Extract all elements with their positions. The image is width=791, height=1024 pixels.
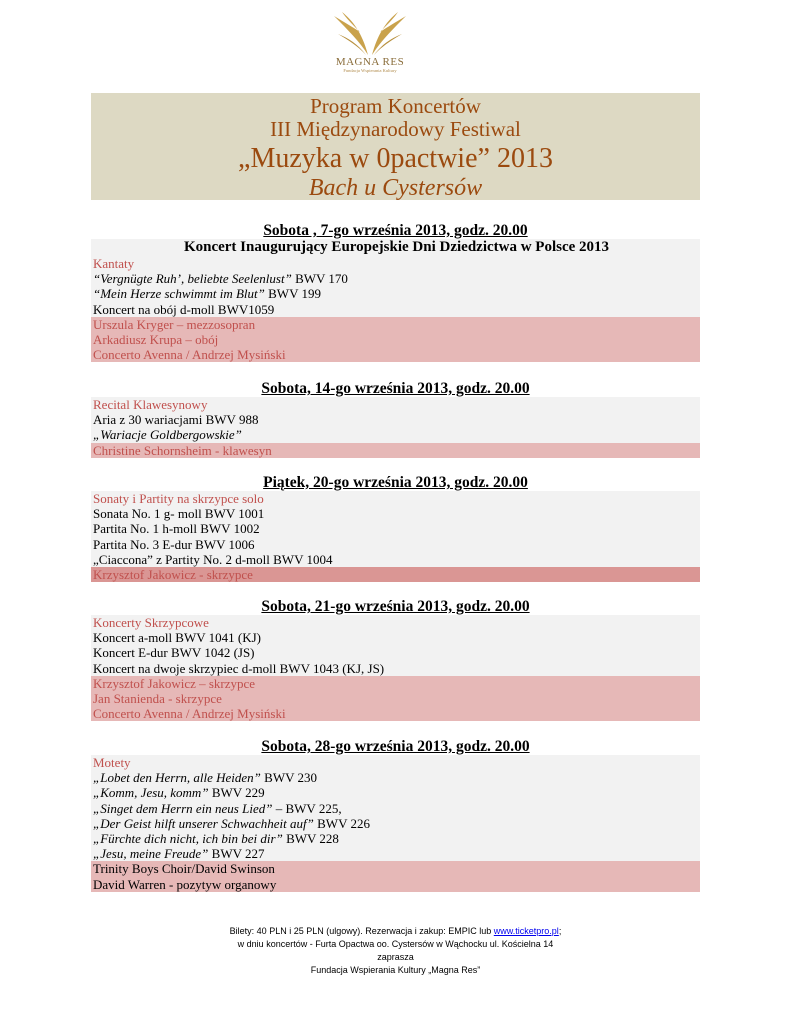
invite-text: zaprasza [377,952,414,962]
header-title: Program Koncertów [310,94,481,118]
concert-subtitle: Koncert Inaugurujący Europejskie Dni Dziedzictwa w Polsce 2013 [91,239,700,256]
festival-title: „Muzyka w 0pactwie” 2013 [238,143,553,174]
performer: Arkadiusz Krupa – obój [91,332,700,347]
footer [150,925,641,977]
concert-date: Sobota, 28-go września 2013, godz. 20.00 [261,738,530,755]
work-item: Koncert na obój d-moll BWV1059 [91,302,700,317]
performer: Trinity Boys Choir/David Swinson [91,861,700,876]
work-item: „Der Geist hilft unserer Schwachheit auf” BWV 226 [91,816,700,831]
performer: Jan Stanienda - skrzypce [91,691,700,706]
work-item: „Singet dem Herrn ein neus Lied” – BWV 225, [91,801,700,816]
magna-res-logo [325,12,415,84]
logo-subtitle: Fundacja Wspierania Kultury [343,68,397,73]
work-item: Koncert a-moll BWV 1041 (KJ) [91,630,700,645]
work-item: „Jesu, meine Freude” BWV 227 [91,846,700,861]
organizer: Fundacja Wspierania Kultury „Magna Res” [310,965,481,975]
concert-section-1 [91,222,700,362]
ticketpro-link[interactable]: www.ticketpro.pl [493,926,559,936]
work-item: Partita No. 1 h-moll BWV 1002 [91,521,700,536]
concert-section-5 [91,738,700,892]
performer: David Warren - pozytyw organowy [91,877,700,892]
concert-category: Recital Klawesynowy [91,397,700,412]
concert-category: Sonaty i Partity na skrzypce solo [91,491,700,506]
concert-date: Sobota, 14-go września 2013, godz. 20.00 [261,380,530,397]
work-item: „Komm, Jesu, komm” BWV 229 [91,785,700,800]
work-item: „Fürchte dich nicht, ich bin bei dir” BWV 228 [91,831,700,846]
work-item: Sonata No. 1 g- moll BWV 1001 [91,506,700,521]
work-item: Partita No. 3 E-dur BWV 1006 [91,537,700,552]
concert-category: Koncerty Skrzypcowe [91,615,700,630]
work-item: “Vergnügte Ruh’, beliebte Seelenlust” BWV 170 [91,271,700,286]
wings-icon [330,12,410,56]
performer: Concerto Avenna / Andrzej Mysiński [91,706,700,721]
work-item: “Mein Herze schwimmt im Blut” BWV 199 [91,286,700,301]
work-item: „Ciaccona” z Partity No. 2 d-moll BWV 1004 [91,552,700,567]
logo-name: MAGNA RES [335,56,405,68]
concert-date: Sobota , 7-go września 2013, godz. 20.00 [263,222,528,239]
work-item: Koncert na dwoje skrzypiec d-moll BWV 1043 (KJ, JS) [91,661,700,676]
performer: Krzysztof Jakowicz – skrzypce [91,676,700,691]
venue-info: w dniu koncertów - Furta Opactwa oo. Cystersów w Wąchocku ul. Kościelna 14 [237,939,554,949]
work-item: „Lobet den Herrn, alle Heiden” BWV 230 [91,770,700,785]
work-item: Koncert E-dur BWV 1042 (JS) [91,645,700,660]
performer: Urszula Kryger – mezzosopran [91,317,700,332]
program-header [91,93,700,200]
work-item: Aria z 30 wariacjami BWV 988 [91,412,700,427]
performer: Christine Schornsheim - klawesyn [91,443,700,458]
performer: Concerto Avenna / Andrzej Mysiński [91,347,700,362]
concert-section-4 [91,598,700,721]
festival-subtitle: Bach u Cystersów [308,175,483,201]
concert-category: Kantaty [91,256,700,271]
performer: Krzysztof Jakowicz - skrzypce [91,567,700,582]
concert-section-2 [91,380,700,458]
work-item: „Wariacje Goldbergowskie” [91,427,700,442]
concert-date: Sobota, 21-go września 2013, godz. 20.00 [261,598,530,615]
concert-section-3 [91,474,700,582]
concert-date: Piątek, 20-go września 2013, godz. 20.00 [263,474,528,491]
ticket-info: Bilety: 40 PLN i 25 PLN (ulgowy). Rezerwacja i zakup: EMPIC lub www.ticketpro.pl; [229,926,562,936]
concert-category: Motety [91,755,700,770]
festival-name: III Międzynarodowy Festiwal [270,117,521,141]
